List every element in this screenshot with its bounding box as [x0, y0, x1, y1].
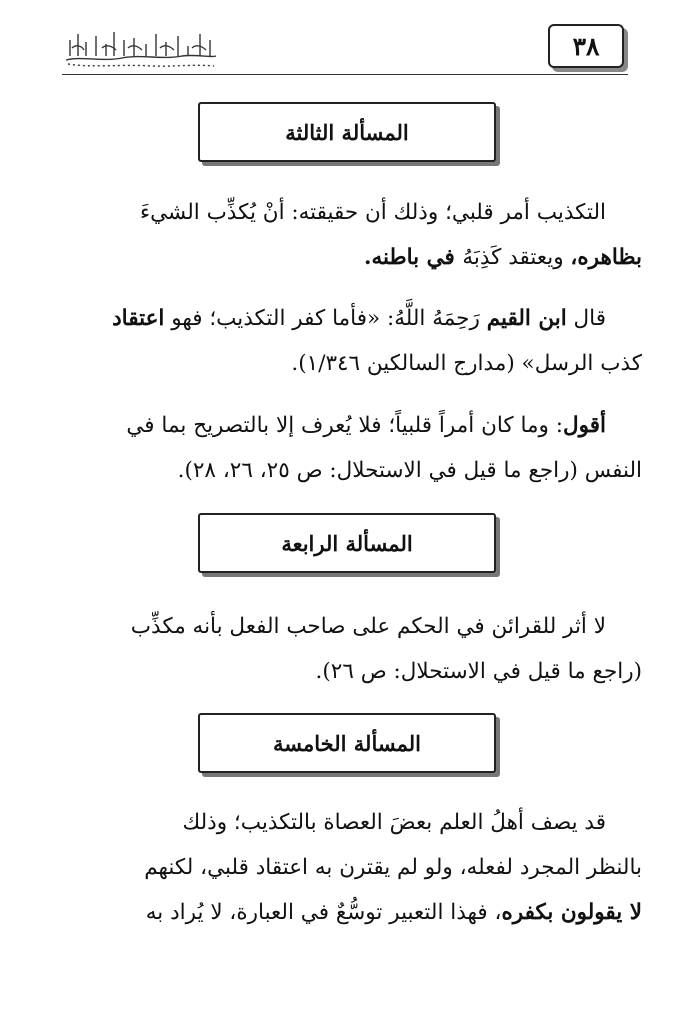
bold-phrase: بظاهره، [570, 245, 642, 270]
text-run: : وما كان أمراً قلبياً؛ فلا يُعرف إلا بالتصريح بما في [126, 413, 564, 438]
paragraph-line [50, 235, 642, 280]
paragraph-line: بالنظر المجرد لفعله، ولو لم يقترن به اعتقاد قلبي، لكنهم [144, 855, 642, 880]
header-divider [62, 74, 628, 75]
paragraph-line: النفس (راجع ما قيل في الاستحلال: ص ٢٥، ٢٦، ٢٨). [177, 458, 642, 483]
paragraph-line: كذب الرسل» (مدارج السالكين ١/٣٤٦). [291, 351, 642, 376]
bold-phrase: لا يقولون بكفره [501, 900, 642, 925]
paragraph-ibn-qayyim-quote [50, 296, 642, 386]
paragraph-line: لا أثر للقرائن في الحكم على صاحب الفعل بأنه مكذِّب [130, 614, 606, 639]
text-run: ، فهذا التعبير توسُّعٌ في العبارة، لا يُراد به [145, 900, 502, 925]
page-number [548, 24, 624, 68]
book-title-calligraphy-logo [62, 26, 220, 70]
paragraph-line [50, 890, 642, 935]
paragraph-line: قد يصف أهلُ العلم بعضَ العصاة بالتكذيب؛ وذلك [182, 810, 606, 835]
section-heading-fifth-issue [198, 713, 496, 773]
section-heading-text: المسألة الخامسة [273, 730, 421, 756]
paragraph-line: التكذيب أمر قلبي؛ وذلك أن حقيقته: أنْ يُكذِّب الشيءَ [140, 200, 606, 225]
paragraph-author-comment [50, 403, 642, 493]
paragraph-scholars-description [50, 800, 642, 935]
section-heading-third-issue [198, 102, 496, 162]
paragraph-line [50, 403, 642, 448]
page-number-text: ٣٨ [572, 31, 600, 61]
paragraph-denial-definition [50, 190, 642, 280]
bold-phrase: في باطنه. [364, 245, 463, 270]
bold-phrase: اعتقاد [112, 306, 165, 331]
bold-phrase: أقول [563, 413, 606, 438]
bold-phrase: ابن القيم [486, 306, 567, 331]
paragraph-line [50, 296, 642, 341]
text-run: قال [566, 306, 606, 331]
section-heading-text: المسألة الثالثة [285, 119, 409, 145]
section-heading-fourth-issue [198, 513, 496, 573]
text-run: رَحِمَهُ اللَّهُ: «فأما كفر التكذيب؛ فهو [164, 306, 487, 331]
paragraph-line: (راجع ما قيل في الاستحلال: ص ٢٦). [315, 659, 642, 684]
section-heading-text: المسألة الرابعة [281, 530, 413, 556]
paragraph-indicators [50, 604, 642, 694]
text-run: ويعتقد كَذِبَهُ [462, 245, 571, 270]
